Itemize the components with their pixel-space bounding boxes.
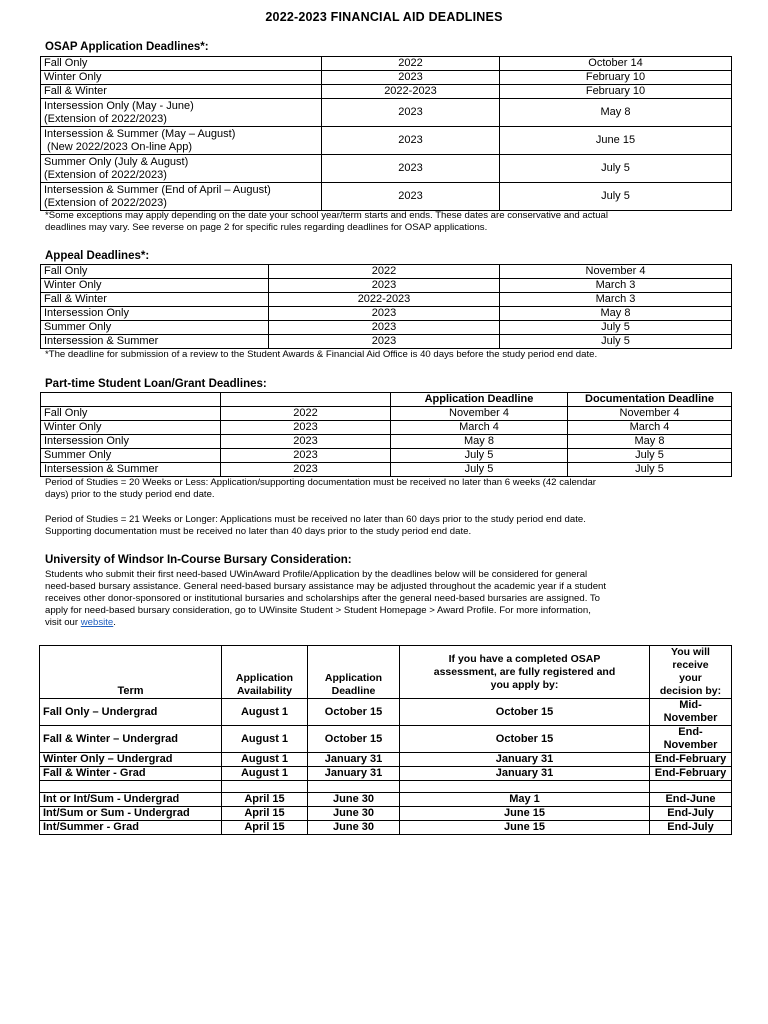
para-line: apply for need-based bursary consideration, go to UWinsite Student > Student Homepage > Award Profile. For more information, xyxy=(45,605,591,616)
bursary-table xyxy=(39,645,732,835)
avail-cell: August 1 xyxy=(222,767,308,781)
app-cell: July 5 xyxy=(391,463,568,477)
date-cell: February 10 xyxy=(500,71,732,85)
para-line: Period of Studies = 21 Weeks or Longer: Applications must be received no later than 60 days prior to the study period end date. xyxy=(45,514,586,525)
avail-cell: April 15 xyxy=(222,821,308,835)
header-line: Application xyxy=(324,672,383,684)
header-line: Availability xyxy=(236,685,293,697)
osap-heading: OSAP Application Deadlines*: xyxy=(45,41,209,53)
empty-cell xyxy=(400,781,650,793)
table-row xyxy=(41,293,732,307)
table-row-spacer xyxy=(40,781,732,793)
term-cell: Fall & Winter - Grad xyxy=(40,767,222,781)
term-cell: Summer Only xyxy=(41,449,221,463)
date-cell: November 4 xyxy=(500,265,732,279)
year-cell: 2023 xyxy=(269,321,500,335)
page-title: 2022-2023 FINANCIAL AID DEADLINES xyxy=(265,10,503,24)
term-line: Intersession & Summer (May – August) xyxy=(44,127,236,140)
avail-cell: April 15 xyxy=(222,807,308,821)
year-cell: 2023 xyxy=(221,449,391,463)
table-header-row xyxy=(41,393,732,407)
header-term: Term xyxy=(40,646,222,699)
header-availability xyxy=(222,646,308,699)
appeal-heading: Appeal Deadlines*: xyxy=(45,250,150,262)
term-cell: Summer Only xyxy=(41,321,269,335)
date-cell: July 5 xyxy=(500,335,732,349)
term-cell: Fall & Winter – Undergrad xyxy=(40,726,222,753)
table-row xyxy=(41,421,732,435)
parttime-table xyxy=(40,392,732,477)
table-header-row xyxy=(40,646,732,699)
term-line: (Extension of 2022/2023) xyxy=(44,168,167,181)
deadline-cell: June 30 xyxy=(308,793,400,807)
parttime-paragraph-1 xyxy=(45,477,735,501)
decision-cell: End-June xyxy=(650,793,732,807)
table-row xyxy=(41,85,732,99)
table-row xyxy=(41,57,732,71)
year-cell: 2022 xyxy=(322,57,500,71)
term-cell: Intersession & Summer xyxy=(41,463,221,477)
term-line: Intersession Only (May - June) xyxy=(44,99,194,112)
year-cell: 2023 xyxy=(322,99,500,127)
apply-cell: January 31 xyxy=(400,767,650,781)
doc-cell: March 4 xyxy=(568,421,732,435)
apply-cell: May 1 xyxy=(400,793,650,807)
apply-cell: January 31 xyxy=(400,753,650,767)
table-row xyxy=(40,767,732,781)
header-empty xyxy=(221,393,391,407)
table-row xyxy=(41,99,732,127)
date-cell: March 3 xyxy=(500,279,732,293)
table-row xyxy=(41,71,732,85)
avail-cell: August 1 xyxy=(222,699,308,726)
table-row xyxy=(41,321,732,335)
para-line: Period of Studies = 20 Weeks or Less: Application/supporting documentation must be received no later than 6 weeks (42 calendar xyxy=(45,477,596,488)
term-line: (Extension of 2022/2023) xyxy=(44,196,167,209)
table-row xyxy=(41,307,732,321)
header-line: assessment, are fully registered and xyxy=(433,665,616,678)
para-line: receives other donor-sponsored or institutional bursaries and scholarships after the general need-based bursaries are assigned. To xyxy=(45,593,600,604)
term-cell: Fall Only xyxy=(41,265,269,279)
term-cell: Winter Only xyxy=(41,279,269,293)
term-cell: Fall & Winter xyxy=(41,293,269,307)
date-cell: May 8 xyxy=(500,99,732,127)
parttime-paragraph-2 xyxy=(45,514,735,538)
apply-cell: October 15 xyxy=(400,726,650,753)
table-row xyxy=(41,265,732,279)
date-cell: July 5 xyxy=(500,321,732,335)
apply-cell: June 15 xyxy=(400,821,650,835)
header-line: You will receive xyxy=(671,646,710,671)
header-decision-by xyxy=(650,646,732,699)
header-osap-apply-by xyxy=(400,646,650,699)
parttime-heading: Part-time Student Loan/Grant Deadlines: xyxy=(45,378,267,390)
year-cell: 2023 xyxy=(322,155,500,183)
deadline-cell: October 15 xyxy=(308,726,400,753)
table-row xyxy=(41,463,732,477)
table-row xyxy=(41,279,732,293)
term-cell xyxy=(41,183,322,211)
note-line: *Some exceptions may apply depending on the date your school year/term starts and ends. These dates are conservative and actual xyxy=(45,210,608,221)
year-cell: 2023 xyxy=(269,335,500,349)
header-application-deadline: Application Deadline xyxy=(391,393,568,407)
avail-cell: April 15 xyxy=(222,793,308,807)
deadline-cell: January 31 xyxy=(308,753,400,767)
doc-cell: July 5 xyxy=(568,463,732,477)
term-cell: Intersession & Summer xyxy=(41,335,269,349)
term-cell: Winter Only – Undergrad xyxy=(40,753,222,767)
date-cell: October 14 xyxy=(500,57,732,71)
header-line: Application xyxy=(235,672,294,684)
empty-cell xyxy=(308,781,400,793)
app-cell: November 4 xyxy=(391,407,568,421)
app-cell: March 4 xyxy=(391,421,568,435)
table-row xyxy=(40,699,732,726)
deadline-cell: June 30 xyxy=(308,821,400,835)
term-line: Intersession & Summer (End of April – August) xyxy=(44,183,271,196)
year-cell: 2023 xyxy=(322,71,500,85)
table-row xyxy=(41,335,732,349)
deadline-cell: June 30 xyxy=(308,807,400,821)
table-row xyxy=(40,753,732,767)
year-cell: 2022-2023 xyxy=(322,85,500,99)
date-cell: May 8 xyxy=(500,307,732,321)
term-cell: Intersession Only xyxy=(41,435,221,449)
app-cell: May 8 xyxy=(391,435,568,449)
term-line: (Extension of 2022/2023) xyxy=(44,112,167,125)
year-cell: 2022-2023 xyxy=(269,293,500,307)
term-cell xyxy=(41,155,322,183)
link-prefix: visit our xyxy=(45,617,81,628)
deadline-cell: October 15 xyxy=(308,699,400,726)
para-line xyxy=(45,617,735,629)
doc-cell: November 4 xyxy=(568,407,732,421)
website-link[interactable]: website xyxy=(80,617,114,628)
link-suffix: . xyxy=(113,617,116,628)
term-line: (New 2022/2023 On-line App) xyxy=(44,140,192,153)
para-line: Students who submit their first need-based UWinAward Profile/Application by the deadlines below will be considered for general xyxy=(45,569,588,580)
osap-note xyxy=(45,210,735,234)
table-row xyxy=(40,793,732,807)
table-row xyxy=(40,821,732,835)
empty-cell xyxy=(650,781,732,793)
year-cell: 2023 xyxy=(221,421,391,435)
term-cell xyxy=(41,99,322,127)
table-row xyxy=(41,449,732,463)
year-cell: 2023 xyxy=(322,183,500,211)
avail-cell: August 1 xyxy=(222,753,308,767)
header-deadline xyxy=(308,646,400,699)
bursary-paragraph xyxy=(45,569,735,629)
term-line: Summer Only (July & August) xyxy=(44,155,189,168)
apply-cell: October 15 xyxy=(400,699,650,726)
avail-cell: August 1 xyxy=(222,726,308,753)
table-row xyxy=(40,807,732,821)
term-cell: Fall Only – Undergrad xyxy=(40,699,222,726)
empty-cell xyxy=(40,781,222,793)
osap-table xyxy=(40,56,732,211)
deadline-cell: January 31 xyxy=(308,767,400,781)
table-row xyxy=(41,183,732,211)
term-cell: Fall & Winter xyxy=(41,85,322,99)
year-cell: 2023 xyxy=(221,463,391,477)
decision-cell: End-July xyxy=(650,807,732,821)
date-cell: March 3 xyxy=(500,293,732,307)
table-row xyxy=(40,726,732,753)
appeal-table xyxy=(40,264,732,349)
term-cell: Int/Summer - Grad xyxy=(40,821,222,835)
year-cell: 2022 xyxy=(269,265,500,279)
date-cell: February 10 xyxy=(500,85,732,99)
header-line: Deadline xyxy=(331,685,376,697)
app-cell: July 5 xyxy=(391,449,568,463)
header-documentation-deadline: Documentation Deadline xyxy=(568,393,732,407)
header-line: If you have a completed OSAP xyxy=(448,652,601,665)
term-cell: Int/Sum or Sum - Undergrad xyxy=(40,807,222,821)
table-row xyxy=(41,155,732,183)
table-row xyxy=(41,435,732,449)
term-cell: Intersession Only xyxy=(41,307,269,321)
bursary-heading: University of Windsor In-Course Bursary Consideration: xyxy=(45,554,352,566)
header-line: your xyxy=(679,672,702,684)
header-empty xyxy=(41,393,221,407)
decision-cell: End-November xyxy=(650,726,732,753)
term-cell: Fall Only xyxy=(41,57,322,71)
year-cell: 2023 xyxy=(221,435,391,449)
year-cell: 2023 xyxy=(269,307,500,321)
para-line: need-based bursary assistance. General need-based bursary assistance may be adjusted throughout the academic year if a student xyxy=(45,581,607,592)
term-cell xyxy=(41,127,322,155)
term-cell: Int or Int/Sum - Undergrad xyxy=(40,793,222,807)
term-cell: Winter Only xyxy=(41,421,221,435)
date-cell: July 5 xyxy=(500,183,732,211)
term-cell: Winter Only xyxy=(41,71,322,85)
apply-cell: June 15 xyxy=(400,807,650,821)
year-cell: 2022 xyxy=(221,407,391,421)
doc-cell: July 5 xyxy=(568,449,732,463)
empty-cell xyxy=(222,781,308,793)
appeal-note: *The deadline for submission of a review to the Student Awards & Financial Aid Office is 40 days before the study period end date. xyxy=(45,349,598,360)
decision-cell: End-February xyxy=(650,767,732,781)
header-line: you apply by: xyxy=(490,678,559,691)
decision-cell: End-July xyxy=(650,821,732,835)
decision-cell: Mid-November xyxy=(650,699,732,726)
decision-cell: End-February xyxy=(650,753,732,767)
doc-cell: May 8 xyxy=(568,435,732,449)
date-cell: July 5 xyxy=(500,155,732,183)
para-line: Supporting documentation must be received no later than 40 days prior to the study period end date. xyxy=(45,526,472,537)
table-row xyxy=(41,407,732,421)
date-cell: June 15 xyxy=(500,127,732,155)
note-line: deadlines may vary. See reverse on page 2 for specific rules regarding deadlines for OSAP applications. xyxy=(45,222,488,233)
year-cell: 2023 xyxy=(269,279,500,293)
term-cell: Fall Only xyxy=(41,407,221,421)
table-row xyxy=(41,127,732,155)
year-cell: 2023 xyxy=(322,127,500,155)
header-line: decision by: xyxy=(659,685,722,697)
para-line: days) prior to the study period end date. xyxy=(45,489,215,500)
